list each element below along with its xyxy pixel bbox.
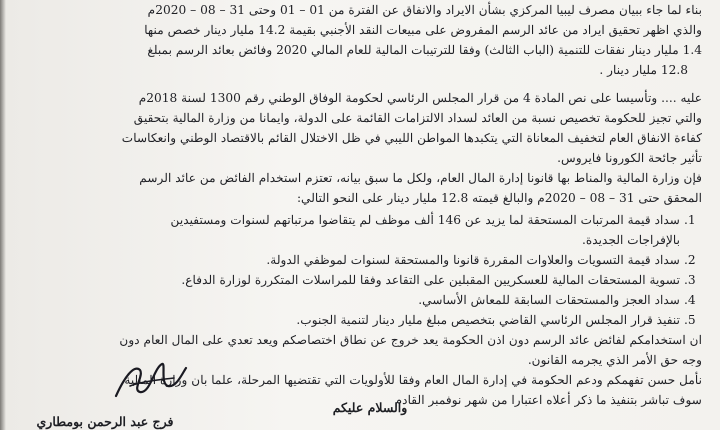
- handwritten-signature: [110, 356, 190, 406]
- intro-line: والذي اظهر تحقيق ايراد من عائد الرسم المفروض على مبيعات النقد الأجنبي بقيمة 14.2 مليار دينار خصص منها: [144, 23, 702, 37]
- list-item: [46, 250, 702, 270]
- item-number: 5.: [684, 313, 696, 327]
- basis-line: عليه .... وتأسيسا على نص المادة 4 من قرار المجلس الرئاسي لحكومة الوفاق الوطني رقم 1300 لسنة 2018م: [138, 91, 702, 105]
- intro-line: بناء لما جاء ببيان مصرف ليبيا المركزي بشأن الايراد والانفاق عن الفترة من 01 – 01 وحتى 31 – 08 – 2020م: [147, 3, 702, 17]
- item-number: 2.: [684, 253, 696, 267]
- basis-line: والتي تجيز للحكومة تخصيص نسبة من العائد لسداد الالتزامات القائمة على الدولة، وايمانا من وزارة المالية بتحقيق: [133, 111, 702, 125]
- item-text: سداد قيمة المرتبات المستحقة لما يزيد عن 146 ألف موظف لم يتقاضوا مرتباتهم لسنوات ومستفيدين: [170, 213, 680, 227]
- item-text: سداد العجز والمستحقات السابقة للمعاش الأساسي.: [418, 293, 680, 307]
- proposal-line: المحقق حتى 31 – 08 – 2020م والبالغ قيمته 12.8 مليار دينار على النحو التالي:: [296, 191, 702, 205]
- item-text: بالإفراجات الجديدة.: [582, 233, 680, 247]
- item-number: 3.: [684, 273, 696, 287]
- letter-body: [46, 0, 702, 410]
- warning-line: وجه حق الأمر الذي يجرمه القانون.: [527, 353, 702, 367]
- page-edge-shadow: [0, 0, 6, 430]
- warning-line: ان استخدامكم لفائض عائد الرسم دون اذن الحكومة يعد خروج عن نطاق اختصاصكم ويعد تعدي على المال العام دون: [119, 333, 702, 347]
- item-text: تسوية المستحقات المالية للعسكريين المقبلين على التقاعد وفقا للمراسلات المتكررة لوزارة الدفاع.: [181, 273, 680, 287]
- item-text: تنفيذ قرار المجلس الرئاسي القاضي بتخصيص مبلغ مليار دينار لتنمية الجنوب.: [296, 313, 680, 327]
- proposal-line: فإن وزارة المالية والمناط بها قانونا إدارة المال العام، ولكل ما سبق بيانه، تعتزم استخدام الفائض من عائد الرسم: [139, 171, 702, 185]
- closing-salutation: والسلام عليكم: [332, 400, 408, 415]
- request-line: سوف تباشر بتنفيذ ما ذكر أعلاه اعتبارا من شهر نوفمبر القادم: [394, 393, 702, 407]
- item-number: 4.: [684, 293, 696, 307]
- proposal-paragraph: [46, 168, 702, 208]
- list-item: [46, 270, 702, 290]
- item-text: سداد قيمة التسويات والعلاوات المقررة قانونا والمستحقة لسنوات لموظفي الدولة.: [266, 253, 680, 267]
- intro-paragraph: [46, 0, 702, 80]
- basis-line: كفاءة الانفاق العام لتخفيف المعاناة التي يتكبدها المواطن الليبي في ظل الاختلال القائم بالاقتصاد الوطني وانعكاسات: [121, 131, 702, 145]
- intro-line: 12.8 مليار دينار .: [599, 63, 688, 77]
- allocation-list: [46, 210, 702, 330]
- list-item: [46, 210, 702, 250]
- request-line: نأمل حسن تفهمكم ودعم الحكومة في إدارة المال العام وفقا للأولويات التي تقتضيها المرحلة، علما بان وزارة المالية: [124, 373, 702, 387]
- list-item: [46, 310, 702, 330]
- item-number: 1.: [684, 213, 696, 227]
- basis-paragraph: [46, 88, 702, 168]
- intro-line: 1.4 مليار دينار نفقات للتنمية (الباب الثالث) وفقا للترتيبات المالية للعام المالي 2020 وفائض بعائد الرسم بمبلغ: [147, 43, 702, 57]
- list-item: [46, 290, 702, 310]
- basis-line: تأثير جائحة الكورونا فايروس.: [557, 151, 702, 165]
- signer-name: فرج عبد الرحمن بومطاري: [36, 414, 174, 429]
